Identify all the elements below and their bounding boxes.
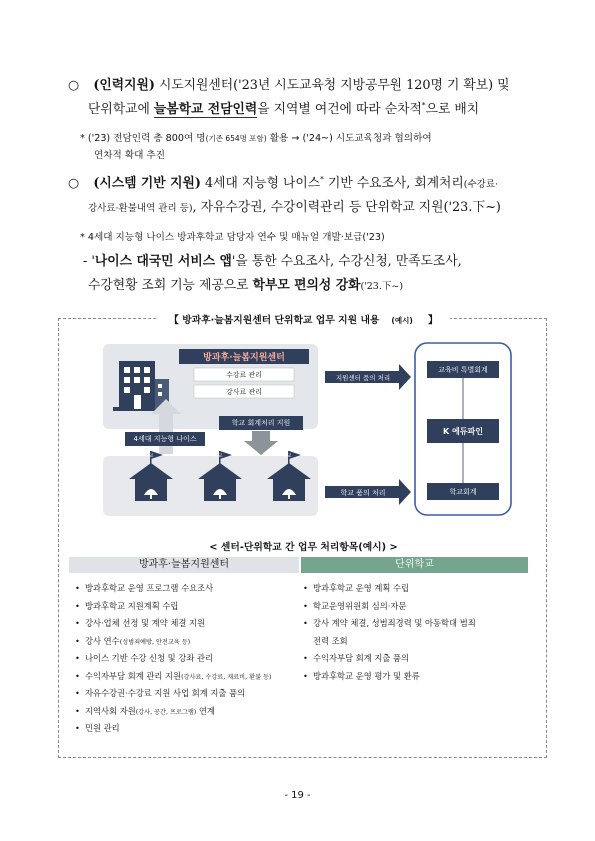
item-text: 민원 관리 <box>85 723 120 733</box>
list-item <box>75 707 271 725</box>
dash: - <box>83 254 88 269</box>
bullet: • <box>75 653 80 663</box>
list-item <box>303 672 476 690</box>
col-header-school: 단위학교 <box>301 557 528 573</box>
item-text: 강사 연수 <box>85 635 120 646</box>
p2-line1-b: 기반 수요조사, 회계처리 <box>323 176 464 191</box>
p3-line2-a: 수강현황 조회 기능 제공으로 <box>88 278 253 293</box>
house-flag-label-2: 학교 <box>213 454 223 459</box>
p1-line1-text: 시도지원센터('23년 시도교육청 지방공무원 120명 기 확보) 및 <box>154 78 510 93</box>
table-title: < 센터-단위학교 간 업무 처리항목(예시) > <box>209 542 398 553</box>
p3-emphasis: 학부모 편의성 강화 <box>252 278 361 293</box>
item-text: 강사·업체 선정 및 계약 체결 지원 <box>85 618 206 628</box>
col-header-center: 방과후·늘봄지원센터 <box>69 557 299 573</box>
list-item <box>75 672 271 690</box>
item-text: 나이스 기반 수강 신청 및 강좌 관리 <box>85 653 214 663</box>
p2-line1 <box>68 174 499 191</box>
item-text: 학교운영위원회 심의·자문 <box>313 600 407 611</box>
item-text: 강사 계약 체결, 성범죄경력 및 아동학대 범죄 <box>313 618 476 628</box>
bullet: ○ <box>68 78 80 93</box>
right-top-label: 교육비 특별회계 <box>438 366 488 374</box>
bullet: • <box>303 600 308 611</box>
list-item <box>75 724 271 742</box>
p1-sup: * <box>421 100 426 110</box>
p1-line2 <box>88 100 480 117</box>
list-item <box>75 637 271 655</box>
item-small: (성범죄예방, 안전교육 등) <box>119 638 191 646</box>
p2-sup: * <box>320 174 324 184</box>
p3-line2 <box>88 280 403 293</box>
neis-label: 4세대 지능형 나이스 <box>125 432 205 446</box>
box-title-end: 】 <box>419 315 444 326</box>
bullet: • <box>303 653 308 663</box>
right-list <box>303 584 476 689</box>
p3-line1-c: '을 통한 수요조사, 수강신청, 만족도조사, <box>231 254 462 269</box>
box-title-text: 【 방과후·늘봄지원센터 단위학교 업무 지원 내용 <box>163 315 385 326</box>
list-item <box>75 619 271 637</box>
support-box <box>58 315 547 758</box>
list-item <box>75 654 271 672</box>
item-text: 방과후학교 운영 평가 및 환류 <box>313 670 420 681</box>
p3-line2-c: ('23.下~) <box>360 281 404 292</box>
right-bottom-label: 학교회계 <box>449 488 477 496</box>
p3-line1 <box>83 256 462 269</box>
down-arrow <box>244 431 278 455</box>
list-item <box>303 602 476 620</box>
p1-note1 <box>80 130 432 144</box>
item-text: 방과후학교 운영 계획 수립 <box>313 583 410 593</box>
p1-line1 <box>68 80 510 93</box>
item-text: 지역사회 자원 <box>85 705 136 716</box>
p2-line2-rest: , 자유수강권, 수강이력관리 등 단위학교 지원('23.下~) <box>192 200 501 215</box>
p2-line1-a: 4세대 지능형 나이스 <box>200 176 321 191</box>
p2-note: * 4세대 지능형 나이스 방과후학교 담당자 연수 및 매뉴얼 개발·보급('23) <box>80 232 385 243</box>
k-edufine-label: K 에듀파인 <box>443 427 483 436</box>
item-text: 자유수강권·수강료 지원 사업 회계 지출 품의 <box>85 688 246 698</box>
bullet: • <box>303 670 308 681</box>
p1-line2-c: 을 지역별 여건에 따라 순차적 <box>257 102 422 117</box>
item-after: 연계 <box>196 705 215 716</box>
list-item <box>303 584 476 602</box>
arrow-label-center: 지원센터 품의 처리 <box>335 374 391 382</box>
p2-title: (시스템 기반 지원) <box>93 176 201 191</box>
p2-line2-small: 강사료·환불내역 관리 등) <box>88 203 193 214</box>
center-item-instructor-fee: 강사료 관리 <box>225 388 263 396</box>
item-small: (강사료, 수강료, 재료비, 환불 등) <box>181 673 272 681</box>
arrow-label-school: 학교 품의 처리 <box>340 489 386 497</box>
item-small: (강사, 공간, 프로그램) <box>135 708 197 716</box>
p1-line2-d: 으로 배치 <box>425 102 480 117</box>
bullet: • <box>75 618 80 628</box>
list-item <box>75 602 271 620</box>
p1-note1-rest: 활용 → ('24~) 시도교육청과 협의하여 <box>266 133 432 144</box>
accounting-support-label: 학교 회계처리 지원 <box>219 416 303 430</box>
p2-line1-small: (수강료· <box>463 179 499 190</box>
bullet: • <box>303 583 308 593</box>
bullet: • <box>75 670 80 681</box>
item-text: 방과후학교 지원계획 수립 <box>85 600 179 611</box>
bullet: ○ <box>68 176 80 191</box>
bullet: • <box>303 618 308 628</box>
list-item <box>303 619 476 637</box>
bullet: • <box>75 583 80 593</box>
list-item <box>75 584 271 602</box>
house-flag-label-1: 학교 <box>144 454 154 459</box>
item-text: 방과후학교 운영 프로그램 수요조사 <box>85 583 214 593</box>
bullet: • <box>75 600 80 611</box>
box-title-small: (예시) <box>385 316 418 325</box>
center-item-tuition: 수강료 관리 <box>225 371 263 379</box>
p1-title: (인력지원) <box>93 78 155 93</box>
bullet: • <box>75 635 80 646</box>
p2-line2 <box>88 202 501 215</box>
bullet: • <box>75 688 80 698</box>
item-text: 수익자부담 회계 관리 지원 <box>85 670 182 681</box>
item-text: 수익자부담 회계 지출 품의 <box>313 653 410 663</box>
p3-app-name: 나이스 대국민 서비스 앱 <box>94 254 232 269</box>
center-title: 방과후·늘봄지원센터 <box>203 353 285 363</box>
house-flag-label-3: 학교 <box>282 454 292 459</box>
bullet: • <box>75 723 80 733</box>
p1-emphasis: 늘봄학교 전담인력 <box>153 102 258 117</box>
list-item <box>303 654 476 672</box>
p1-note1-a: * ('23) 전담인력 총 800여 명 <box>80 133 206 144</box>
list-item-cont: 전력 조회 <box>313 635 348 646</box>
p1-note1-small: (기존 654명 포함) <box>205 134 267 143</box>
p1-line2-a: 단위학교에 <box>88 102 154 117</box>
p3-line1-a: ' <box>87 254 95 269</box>
page-number: - 19 - <box>284 790 311 801</box>
bullet: • <box>75 705 80 716</box>
left-list <box>75 584 271 742</box>
p1-note2: 연차적 확대 추진 <box>94 150 165 161</box>
list-item <box>75 689 271 707</box>
